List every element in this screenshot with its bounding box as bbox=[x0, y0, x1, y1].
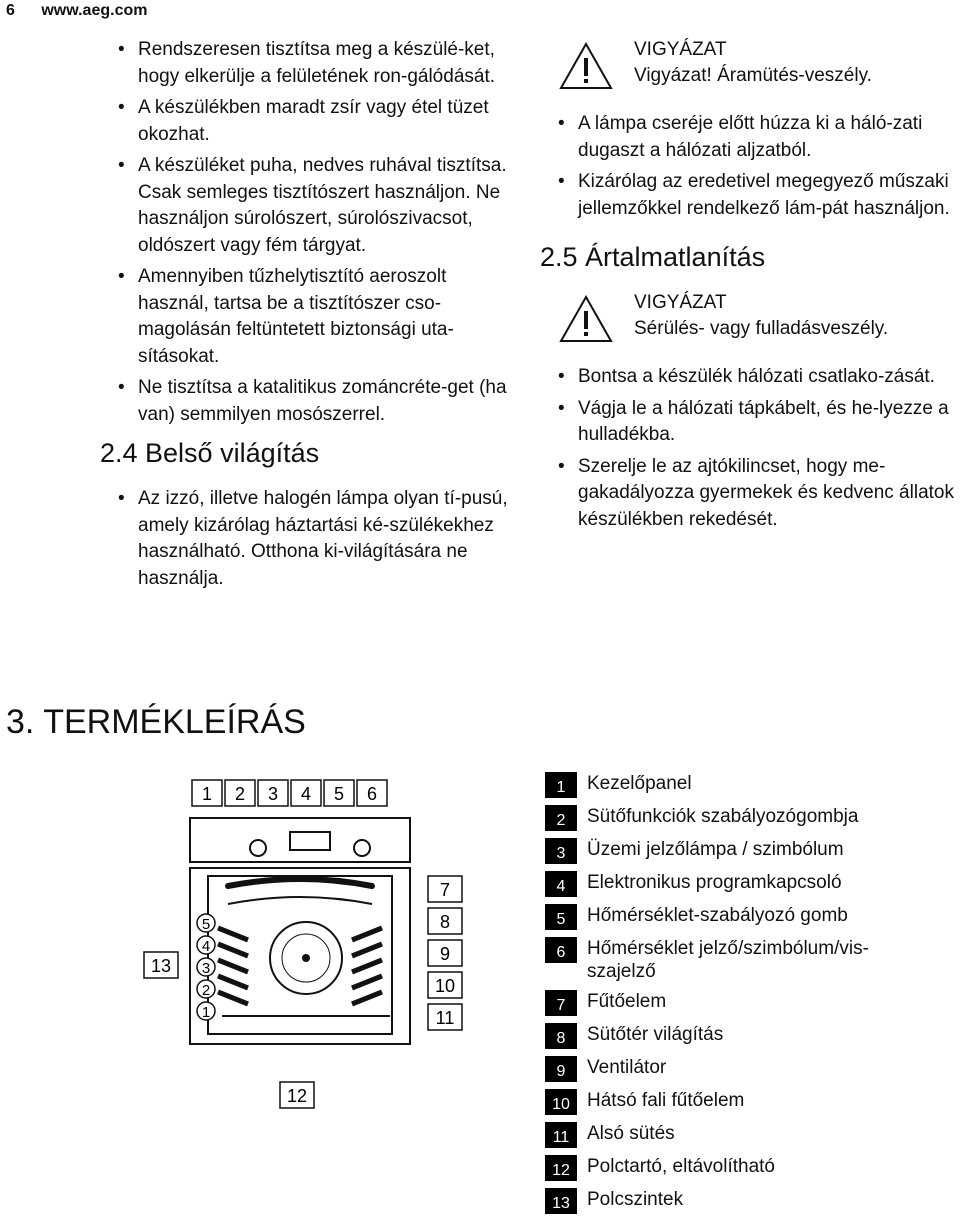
legend-number: 11 bbox=[545, 1122, 577, 1148]
legend-text: Alsó sütés bbox=[587, 1123, 675, 1144]
legend-text: Ventilátor bbox=[587, 1057, 667, 1078]
callout-label: 12 bbox=[286, 1086, 308, 1106]
legend-number: 7 bbox=[545, 990, 577, 1016]
legend-item bbox=[545, 1023, 927, 1049]
shelf-level-number: 4 bbox=[201, 938, 211, 955]
list-item: • Vágja le a hálózati tápkábelt, és he-lyezze a hulladékba. bbox=[558, 396, 958, 449]
callout-label: 1 bbox=[201, 784, 213, 804]
callout-label: 6 bbox=[366, 784, 378, 804]
shelf-level-number: 2 bbox=[201, 982, 211, 999]
list-item: • A készülékben maradt zsír vagy étel tüzet okozhat. bbox=[118, 95, 518, 148]
section-title-disposal: 2.5 Ártalmatlanítás bbox=[540, 242, 766, 272]
legend-list bbox=[545, 772, 927, 1221]
shelf-level-number: 5 bbox=[201, 916, 211, 933]
legend-number: 4 bbox=[545, 871, 577, 897]
legend-item bbox=[545, 1089, 927, 1115]
oven-outline bbox=[190, 868, 410, 1044]
callout-label: 8 bbox=[439, 912, 451, 932]
shelf-level-number: 3 bbox=[201, 960, 211, 977]
lamp-bullet-list bbox=[558, 111, 958, 222]
warning-box-injury bbox=[558, 290, 958, 350]
legend-item bbox=[545, 1122, 927, 1148]
oven-cavity bbox=[208, 876, 392, 1034]
left-shelf-support bbox=[218, 928, 248, 1004]
legend-number: 3 bbox=[545, 838, 577, 864]
legend-text: Üzemi jelzőlámpa / szimbólum bbox=[587, 839, 844, 860]
legend-item bbox=[545, 990, 927, 1016]
callout-label: 3 bbox=[267, 784, 279, 804]
legend-item bbox=[545, 805, 927, 831]
legend-number: 8 bbox=[545, 1023, 577, 1049]
legend-text: Kezelőpanel bbox=[587, 773, 692, 794]
list-item: • Amennyiben tűzhelytisztító aeroszolt használ, tartsa be a tisztítószer cso-magolásán feltüntetett biztonsági uta-sításokat. bbox=[118, 264, 518, 370]
legend-number: 12 bbox=[545, 1155, 577, 1181]
callout-label: 5 bbox=[333, 784, 345, 804]
left-bullet-list bbox=[118, 37, 518, 428]
list-item: • A lámpa cseréje előtt húzza ki a háló-zati dugaszt a hálózati aljzatból. bbox=[558, 111, 958, 164]
legend-text: Sütőtér világítás bbox=[587, 1024, 724, 1045]
top-heating-element-inner bbox=[228, 897, 372, 904]
section-title-lighting: 2.4 Belső világítás bbox=[100, 438, 320, 468]
chapter-title: 3. TERMÉKLEÍRÁS bbox=[6, 703, 306, 741]
list-item: • Szerelje le az ajtókilincset, hogy me-gakadályozza gyermekek és kedvenc állatok készülékben rekedését. bbox=[558, 454, 958, 534]
callout-label: 2 bbox=[234, 784, 246, 804]
control-panel-outline bbox=[190, 818, 410, 862]
warning-title: VIGYÁZAT bbox=[634, 292, 727, 313]
warning-text: Sérülés- vagy fulladásveszély. bbox=[634, 318, 889, 339]
legend-text: Hátsó fali fűtőelem bbox=[587, 1090, 745, 1111]
right-column bbox=[540, 37, 958, 538]
lighting-bullet-list bbox=[118, 486, 518, 592]
callout-label: 10 bbox=[434, 976, 456, 996]
page-header bbox=[6, 2, 169, 20]
legend-number: 1 bbox=[545, 772, 577, 798]
right-shelf-support bbox=[352, 928, 382, 1004]
warning-text: Vigyázat! Áramütés-veszély. bbox=[634, 65, 872, 86]
fan-hub bbox=[302, 954, 310, 962]
left-column bbox=[100, 37, 518, 597]
function-knob bbox=[250, 840, 266, 856]
legend-item bbox=[545, 1155, 927, 1181]
warning-icon bbox=[558, 294, 614, 344]
list-item: • Bontsa a készülék hálózati csatlako-zását. bbox=[558, 364, 958, 391]
callout-label: 11 bbox=[435, 1008, 455, 1028]
callout-label: 13 bbox=[150, 956, 172, 976]
temperature-knob bbox=[354, 840, 370, 856]
list-item: • A készüléket puha, nedves ruhával tisztítsa. Csak semleges tisztítószert használjon. Ne használjon súrolószert, súrolószivacsot, oldószert vagy fém tárgyat. bbox=[118, 153, 518, 259]
legend-number: 13 bbox=[545, 1188, 577, 1214]
legend-item bbox=[545, 871, 927, 897]
site-url: www.aeg.com bbox=[41, 2, 148, 19]
legend-text: Fűtőelem bbox=[587, 991, 667, 1012]
legend-text: Hőmérséklet-szabályozó gomb bbox=[587, 905, 848, 926]
top-heating-element bbox=[228, 879, 372, 886]
legend-item bbox=[545, 1188, 927, 1214]
legend-number: 10 bbox=[545, 1089, 577, 1115]
list-item: • Az izzó, illetve halogén lámpa olyan tí-pusú, amely kizárólag háztartási ké-szülékekhez használható. Otthona ki-világítására ne használja. bbox=[118, 486, 518, 592]
legend-item bbox=[545, 772, 927, 798]
oven-diagram bbox=[140, 776, 480, 1116]
legend-number: 6 bbox=[545, 937, 577, 963]
disposal-bullet-list bbox=[558, 364, 958, 533]
warning-box-electric bbox=[558, 37, 958, 97]
warning-icon bbox=[558, 41, 614, 91]
legend-text: Hőmérséklet jelző/szimbólum/vis-szajelző bbox=[587, 938, 869, 982]
list-item: • Kizárólag az eredetivel megegyező műszaki jellemzőkkel rendelkező lám-pát használjon. bbox=[558, 169, 958, 222]
callout-label: 9 bbox=[439, 944, 451, 964]
legend-item bbox=[545, 1056, 927, 1082]
list-item: • Rendszeresen tisztítsa meg a készülé-ket, hogy elkerülje a felületének ron-gálódását. bbox=[118, 37, 518, 90]
legend-number: 5 bbox=[545, 904, 577, 930]
legend-item bbox=[545, 937, 927, 983]
legend-item bbox=[545, 904, 927, 930]
display-panel bbox=[290, 832, 330, 850]
legend-text: Polcszintek bbox=[587, 1189, 684, 1210]
list-item: • Ne tisztítsa a katalitikus zománcréte-get (ha van) semmilyen mosószerrel. bbox=[118, 375, 518, 428]
warning-title: VIGYÁZAT bbox=[634, 39, 727, 60]
legend-text: Elektronikus programkapcsoló bbox=[587, 872, 842, 893]
legend-item bbox=[545, 838, 927, 864]
callout-label: 7 bbox=[439, 880, 451, 900]
legend-text: Sütőfunkciók szabályozógombja bbox=[587, 806, 859, 827]
legend-text: Polctartó, eltávolítható bbox=[587, 1156, 775, 1177]
shelf-level-number: 1 bbox=[201, 1004, 211, 1021]
legend-number: 9 bbox=[545, 1056, 577, 1082]
page-number: 6 bbox=[6, 2, 15, 19]
legend-number: 2 bbox=[545, 805, 577, 831]
callout-label: 4 bbox=[300, 784, 312, 804]
